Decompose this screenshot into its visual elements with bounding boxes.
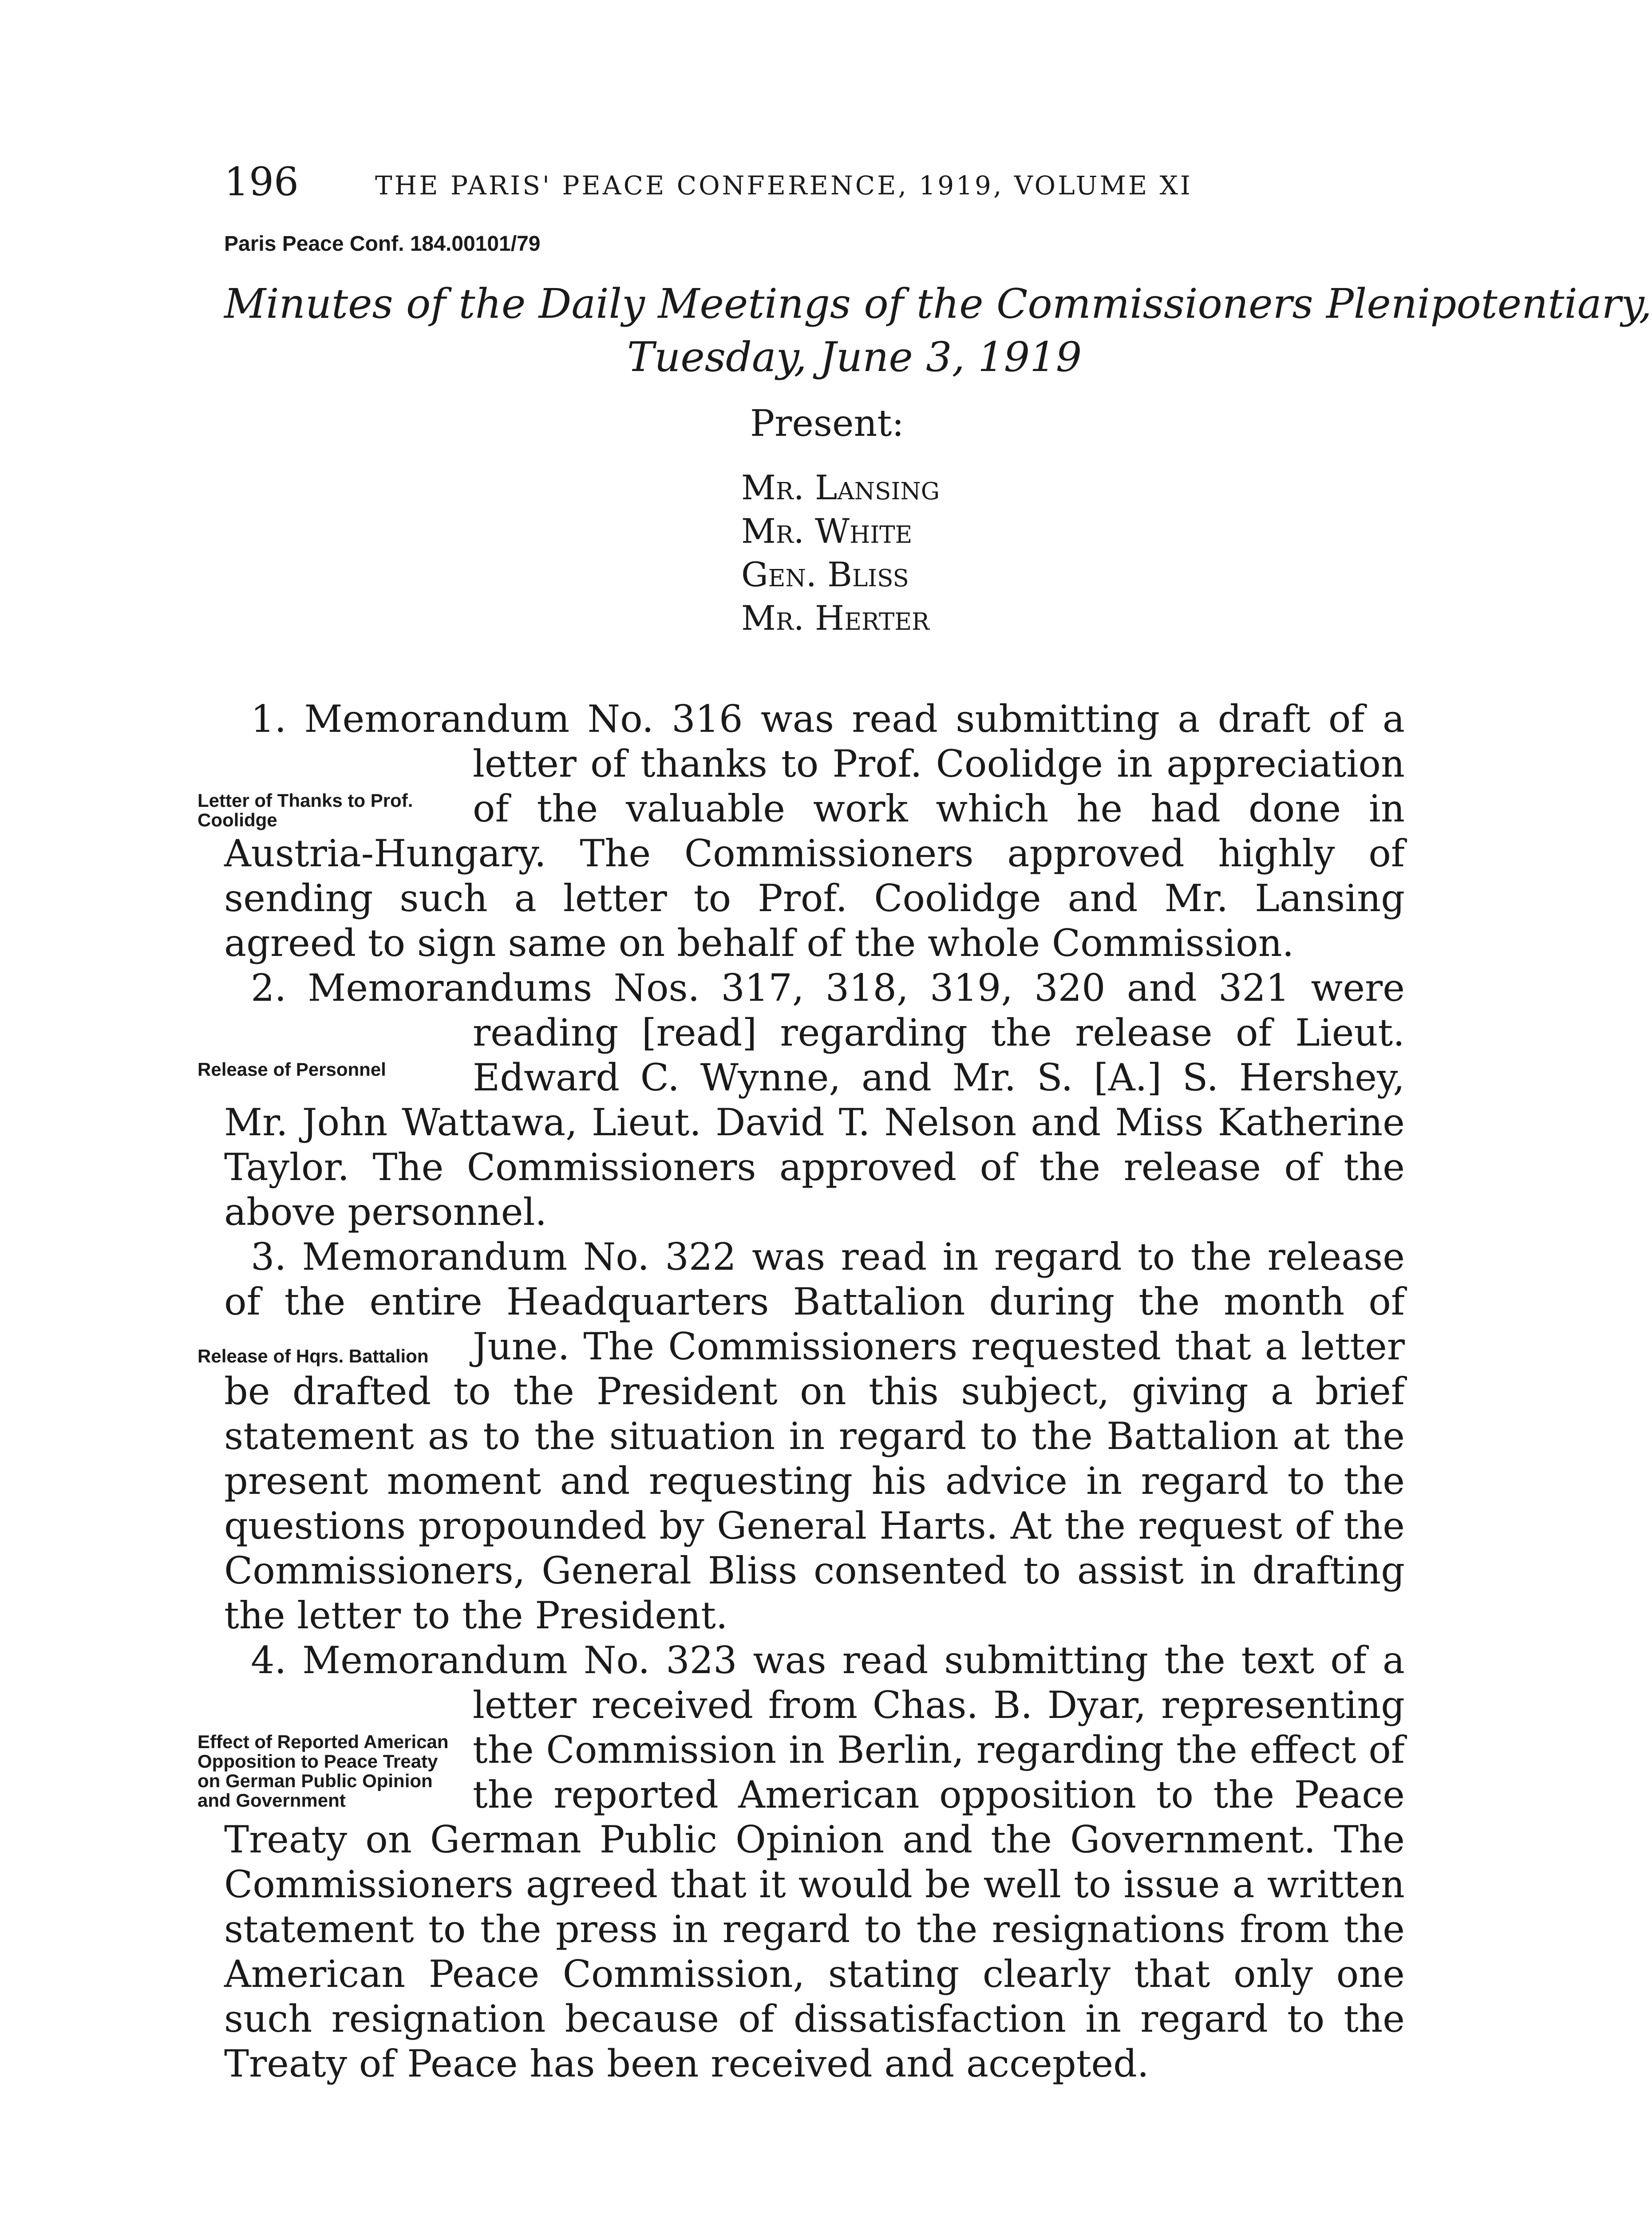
minutes-item-4: [198, 1638, 1405, 2086]
minutes-item-3: [198, 1235, 1405, 1638]
margin-note-4: Effect of Reported American Opposition to Peace Treaty on German Public Opinion and Government: [198, 1731, 449, 1811]
page-number: 196: [224, 159, 299, 205]
minutes-item-1: [198, 697, 1405, 966]
attendee-list: [741, 466, 1185, 640]
attendee: Gen. Bliss: [741, 555, 909, 594]
minutes-item-2: [198, 966, 1405, 1235]
attendee: Mr. White: [741, 511, 913, 551]
file-reference: Paris Peace Conf. 184.00101/79: [224, 232, 541, 256]
running-head: [224, 160, 1280, 213]
attendee: Mr. Herter: [741, 598, 929, 638]
item-1-text: 1. Memorandum No. 316 was read submitting a draft of a letter of thanks to Prof. Coolidge in appreciation of the valuable work which he had done in Austria-Hungary. The Commissioners approved highly of sending such a letter to Prof. Coolidge and Mr. Lansing agreed to sign same on behalf of the whole Commission.: [224, 697, 1405, 965]
item-2-text: 2. Memorandums Nos. 317, 318, 319, 320 and 321 were reading [read] regarding the release of Lieut. Edward C. Wynne, and Mr. S. [A.] S. Hershey, Mr. John Wattawa, Lieut. David T. Nelson and Miss Katherine Taylor. The Commissioners approved of the release of the above personnel.: [224, 966, 1405, 1234]
document-title: [224, 277, 1652, 384]
present-label: Present:: [750, 403, 904, 445]
item-3-text: 3. Memorandum No. 322 was read in regard to the release of the entire Headquarters Battalion during the month of June. The Commissioners requested that a letter be drafted to the President on this subject, giving a brief statement as to the situation in regard to the Battalion at the present moment and requesting his advice in regard to the questions propounded by General Harts. At the request of the Commissioners, General Bliss consented to assist in drafting the letter to the President.: [224, 1235, 1405, 1637]
attendee: Mr. Lansing: [741, 468, 940, 507]
document-title-line-2: Tuesday, June 3, 1919: [627, 333, 1082, 381]
document-title-line-1: Minutes of the Daily Meetings of the Commissioners Plenipotentiary,: [224, 280, 1652, 328]
present-block: [741, 399, 1185, 640]
margin-note-3: Release of Hqrs. Battalion: [198, 1346, 429, 1366]
minutes-body: [198, 697, 1405, 2086]
margin-note-2: Release of Personnel: [198, 1059, 386, 1080]
margin-note-1: Letter of Thanks to Prof. Coolidge: [198, 790, 413, 830]
running-head-title: THE PARIS' PEACE CONFERENCE, 1919, VOLUME XI: [375, 170, 1193, 201]
item-4-text: 4. Memorandum No. 323 was read submitting the text of a letter received from Chas. B. Dyar, representing the Commission in Berlin, regarding the effect of the reported American opposition to the Peace Treaty on German Public Opinion and the Government. The Commissioners agreed that it would be well to issue a written statement to the press in regard to the resignations from the American Peace Commission, stating clearly that only one such resignation because of dissatisfaction in regard to the Treaty of Peace has been received and accepted.: [224, 1639, 1405, 2085]
